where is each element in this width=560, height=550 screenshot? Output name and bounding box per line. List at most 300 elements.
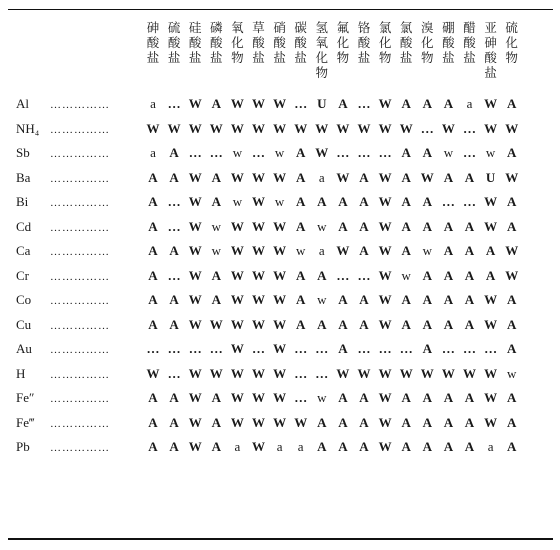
table-cell: …	[420, 120, 434, 136]
table-cell: A	[401, 194, 411, 209]
table-cell: A	[401, 169, 411, 185]
table-cell: A	[169, 145, 179, 160]
table-cell: W	[188, 243, 202, 258]
table-cell: …	[188, 341, 202, 356]
table-cell: A	[169, 439, 179, 454]
table-cell: W	[273, 292, 287, 307]
table-cell: W	[230, 292, 244, 307]
table-cell: W	[484, 292, 498, 307]
table-cell: A	[295, 316, 306, 332]
leader-dots: ……………	[50, 417, 110, 430]
table-cell: W	[378, 390, 392, 405]
column-header-16	[481, 20, 501, 80]
table-cell: …	[336, 145, 350, 160]
table-cell: W	[209, 316, 223, 332]
table-cell: W	[484, 390, 498, 405]
table-cell: A	[422, 218, 432, 234]
table-cell: …	[378, 145, 392, 160]
table-cell: W	[484, 120, 498, 136]
row-label	[16, 217, 136, 237]
table-cell: W	[230, 120, 244, 136]
table-cell: A	[443, 96, 454, 111]
cation-name: Bi	[16, 194, 29, 209]
column-header-char: 氧	[231, 20, 244, 35]
table-cell: W	[273, 218, 287, 234]
table-cell: W	[484, 316, 498, 332]
table-cell: A	[422, 414, 432, 430]
table-cell: W	[230, 390, 244, 405]
column-header-char: 物	[315, 65, 329, 80]
table-cell: A	[401, 390, 411, 405]
table-cell: W	[315, 145, 329, 160]
table-cell: A	[148, 439, 158, 454]
table-cell: W	[273, 365, 287, 381]
column-header-char: 化	[421, 35, 434, 50]
cation-name: Fe″	[16, 390, 35, 405]
table-cell: A	[422, 292, 432, 307]
column-header-5	[249, 20, 269, 65]
column-header-13	[417, 20, 437, 65]
column-header-char: 化	[231, 35, 244, 50]
column-header-char: 硼	[442, 20, 455, 35]
top-rule	[8, 9, 553, 10]
table-cell: A	[506, 316, 517, 332]
table-cell: W	[188, 292, 202, 307]
row-label	[16, 143, 136, 163]
column-header-char: 磷	[210, 20, 223, 35]
table-cell: A	[401, 316, 411, 332]
table-cell: W	[294, 120, 308, 136]
table-cell: …	[315, 365, 329, 381]
table-cell: a	[150, 96, 156, 111]
table-cell: A	[211, 390, 221, 405]
table-cell: a	[487, 439, 494, 454]
cation-name: Co	[16, 292, 32, 307]
table-cell: A	[295, 194, 306, 209]
table-cell: W	[273, 390, 287, 405]
column-header-char: 氢	[315, 20, 329, 35]
column-header-char: 硫	[505, 20, 518, 35]
column-header-char: 化	[505, 35, 518, 50]
table-cell: W	[378, 365, 392, 381]
table-cell: w	[422, 243, 432, 258]
table-cell: W	[188, 96, 202, 111]
table-cell: W	[252, 414, 265, 430]
table-cell: w	[401, 267, 411, 283]
column-header-char: 氟	[336, 20, 350, 35]
column-header-char: 物	[378, 50, 392, 65]
table-cell: W	[378, 243, 392, 258]
table-cell: A	[506, 341, 517, 356]
table-cell: W	[484, 414, 498, 430]
table-cell: A	[317, 316, 327, 332]
table-cell: A	[169, 390, 179, 405]
table-cell: A	[422, 439, 432, 454]
table-cell: W	[294, 414, 308, 430]
table-cell: …	[294, 341, 308, 356]
table-cell: A	[148, 218, 158, 234]
table-cell: W	[230, 365, 244, 381]
table-cell: A	[443, 414, 454, 430]
table-cell: …	[167, 194, 181, 209]
table-cell: …	[294, 365, 308, 381]
table-cell: A	[464, 439, 475, 454]
column-header-char: 酸	[463, 35, 476, 50]
table-cell: …	[167, 267, 181, 283]
column-header-2	[185, 20, 205, 65]
table-cell: W	[484, 194, 498, 209]
table-cell: W	[378, 194, 392, 209]
table-cell: A	[169, 292, 179, 307]
table-cell: W	[230, 316, 244, 332]
table-cell: A	[401, 218, 411, 234]
row-label	[16, 364, 136, 384]
table-cell: A	[443, 390, 454, 405]
table-cell: W	[252, 218, 265, 234]
column-header-4	[227, 20, 247, 65]
table-cell: W	[336, 243, 350, 258]
table-cell: W	[252, 169, 265, 185]
table-cell: A	[338, 390, 348, 405]
table-cell: W	[357, 365, 371, 381]
table-cell: A	[401, 96, 411, 111]
table-cell: W	[209, 365, 223, 381]
cation-name: NH₄	[16, 120, 40, 136]
column-header-char: 物	[336, 50, 350, 65]
column-header-char: 硅	[188, 20, 202, 35]
table-cell: A	[464, 267, 475, 283]
cation-name: Pb	[16, 439, 30, 454]
table-cell: W	[399, 365, 413, 381]
column-header-char: 酸	[442, 35, 455, 50]
table-cell: w	[211, 218, 221, 234]
table-cell: W	[230, 96, 244, 111]
column-header-char: 盐	[294, 50, 307, 65]
bottom-rule	[8, 538, 553, 540]
table-cell: A	[422, 341, 432, 356]
column-header-char: 盐	[188, 50, 202, 65]
table-cell: w	[274, 145, 285, 160]
table-cell: …	[294, 390, 308, 405]
table-cell: A	[485, 243, 496, 258]
leader-dots: ……………	[50, 123, 110, 136]
table-cell: A	[148, 414, 158, 430]
table-cell: A	[169, 243, 179, 258]
table-cell: W	[336, 365, 350, 381]
table-cell: W	[463, 365, 476, 381]
table-cell: W	[378, 96, 392, 111]
table-cell: …	[463, 145, 476, 160]
table-cell: …	[167, 341, 181, 356]
table-cell: A	[443, 316, 454, 332]
table-cell: a	[234, 439, 241, 454]
table-cell: A	[464, 243, 475, 258]
leader-dots: ……………	[50, 197, 110, 209]
column-header-char: 化	[378, 35, 392, 50]
leader-dots: ……………	[50, 246, 110, 258]
table-cell: W	[273, 169, 287, 185]
column-header-char: 酸	[146, 35, 160, 50]
table-cell: A	[359, 439, 369, 454]
table-cell: W	[273, 120, 287, 136]
leader-dots: ……………	[50, 393, 110, 405]
table-cell: A	[443, 439, 454, 454]
table-cell: …	[209, 145, 223, 160]
table-cell: A	[401, 414, 411, 430]
table-cell: A	[211, 194, 221, 209]
table-cell: A	[506, 414, 517, 430]
cation-name: H	[16, 365, 26, 381]
leader-dots: ……………	[50, 172, 110, 185]
cation-name: Cd	[16, 218, 32, 234]
table-cell: A	[422, 194, 432, 209]
table-cell: …	[441, 194, 455, 209]
table-cell: W	[273, 316, 287, 332]
table-cell: A	[359, 292, 369, 307]
column-header-char: 盐	[146, 50, 160, 65]
column-header-char: 化	[315, 50, 329, 65]
column-header-11	[375, 20, 395, 65]
table-cell: W	[441, 120, 455, 136]
table-cell: W	[378, 169, 392, 185]
table-cell: A	[464, 414, 475, 430]
table-cell: W	[273, 96, 287, 111]
row-label	[16, 241, 136, 261]
table-cell: W	[484, 218, 498, 234]
column-header-char: 物	[505, 50, 518, 65]
table-cell: W	[188, 218, 202, 234]
column-header-char: 亚	[484, 20, 497, 35]
table-cell: W	[378, 439, 392, 454]
table-cell: W	[230, 341, 244, 356]
column-header-char: 盐	[442, 50, 455, 65]
row-label	[16, 339, 136, 359]
row-label	[16, 266, 136, 286]
table-cell: …	[209, 341, 223, 356]
table-cell: w	[485, 145, 496, 160]
table-cell: W	[399, 120, 413, 136]
table-cell: …	[378, 341, 392, 356]
table-cell: A	[338, 439, 348, 454]
table-cell: W	[273, 414, 287, 430]
table-cell: …	[167, 365, 181, 381]
table-cell: A	[338, 316, 348, 332]
table-cell: W	[230, 243, 244, 258]
table-cell: W	[484, 96, 498, 111]
column-header-char: 盐	[273, 50, 286, 65]
table-cell: A	[295, 145, 306, 160]
table-cell: …	[336, 267, 350, 283]
table-cell: A	[422, 390, 432, 405]
table-cell: A	[359, 218, 369, 234]
cation-name: Sb	[16, 145, 30, 160]
table-cell: w	[295, 243, 306, 258]
column-header-char: 盐	[399, 50, 413, 65]
cation-name: Cu	[16, 316, 32, 332]
column-header-6	[270, 20, 290, 65]
table-cell: A	[338, 292, 348, 307]
leader-dots: ……………	[50, 442, 110, 454]
table-cell: W	[378, 218, 392, 234]
table-cell: A	[169, 316, 179, 332]
table-cell: W	[252, 120, 265, 136]
table-cell: A	[295, 169, 306, 185]
table-cell: a	[466, 96, 473, 111]
table-cell: …	[463, 194, 476, 209]
column-header-14	[438, 20, 458, 65]
column-header-char: 砷	[146, 20, 160, 35]
table-cell: w	[211, 243, 221, 258]
table-cell: A	[169, 169, 179, 185]
table-cell: …	[252, 341, 265, 356]
column-header-char: 酸	[484, 50, 497, 65]
table-cell: W	[146, 365, 160, 381]
table-cell: A	[401, 292, 411, 307]
table-cell: …	[463, 341, 476, 356]
table-cell: W	[505, 120, 519, 136]
table-cell: w	[317, 292, 327, 307]
row-label	[16, 168, 136, 188]
column-header-17	[502, 20, 522, 65]
table-cell: …	[167, 96, 181, 111]
table-cell: W	[188, 439, 202, 454]
column-header-char: 氧	[315, 35, 329, 50]
table-cell: W	[378, 414, 392, 430]
table-cell: A	[338, 414, 348, 430]
column-header-char: 醋	[463, 20, 476, 35]
column-header-8	[312, 20, 332, 80]
cation-name: Au	[16, 341, 32, 356]
table-cell: W	[230, 414, 244, 430]
table-cell: A	[506, 218, 517, 234]
table-cell: A	[338, 341, 348, 356]
table-cell: W	[252, 365, 265, 381]
table-cell: W	[378, 267, 392, 283]
row-label	[16, 437, 136, 457]
column-header-char: 盐	[357, 50, 371, 65]
table-cell: …	[294, 96, 308, 111]
leader-dots: ……………	[50, 270, 110, 283]
table-cell: W	[188, 316, 202, 332]
row-label	[16, 413, 136, 433]
table-cell: W	[420, 365, 434, 381]
table-cell: A	[359, 169, 369, 185]
table-cell: W	[188, 390, 202, 405]
table-cell: A	[464, 169, 475, 185]
column-header-char: 物	[421, 50, 434, 65]
table-cell: A	[148, 316, 158, 332]
table-cell: A	[359, 414, 369, 430]
table-cell: W	[230, 218, 244, 234]
table-cell: W	[188, 414, 202, 430]
table-cell: A	[422, 316, 432, 332]
column-header-char: 砷	[484, 35, 497, 50]
table-cell: A	[401, 243, 411, 258]
table-cell: A	[506, 439, 517, 454]
table-cell: a	[276, 439, 283, 454]
table-cell: A	[338, 194, 348, 209]
column-header-char: 化	[336, 35, 350, 50]
column-header-char: 盐	[463, 50, 476, 65]
leader-dots: ……………	[50, 221, 110, 234]
column-header-char: 酸	[399, 35, 413, 50]
table-cell: A	[464, 218, 475, 234]
table-cell: W	[441, 365, 455, 381]
table-cell: A	[148, 169, 158, 185]
table-cell: W	[252, 194, 265, 209]
table-cell: …	[167, 218, 181, 234]
leader-dots: ……………	[50, 368, 110, 381]
table-cell: W	[420, 169, 434, 185]
table-cell: W	[188, 120, 202, 136]
table-cell: A	[443, 218, 454, 234]
table-cell: A	[422, 267, 432, 283]
table-cell: A	[148, 390, 158, 405]
table-cell: a	[318, 169, 325, 185]
table-cell: A	[317, 439, 327, 454]
table-cell: A	[359, 194, 369, 209]
table-cell: W	[505, 267, 519, 283]
table-cell: W	[209, 120, 223, 136]
table-cell: A	[317, 267, 327, 283]
cation-name: Al	[16, 96, 29, 111]
column-header-char: 硫	[167, 20, 181, 35]
table-cell: A	[359, 243, 369, 258]
column-header-12	[396, 20, 416, 65]
column-header-10	[354, 20, 374, 65]
table-cell: A	[422, 145, 432, 160]
table-cell: w	[232, 145, 243, 160]
column-header-char: 碳	[294, 20, 307, 35]
table-cell: W	[252, 243, 265, 258]
column-header-char: 酸	[167, 35, 181, 50]
table-cell: A	[317, 414, 327, 430]
column-header-char: 氯	[399, 20, 413, 35]
table-cell: A	[506, 96, 517, 111]
table-cell: A	[359, 316, 369, 332]
table-cell: A	[506, 390, 517, 405]
table-cell: W	[378, 316, 392, 332]
table-cell: W	[252, 390, 265, 405]
column-header-char: 溴	[421, 20, 434, 35]
table-cell: W	[357, 120, 371, 136]
table-cell: …	[357, 96, 371, 111]
column-header-char: 硝	[273, 20, 286, 35]
table-cell: A	[317, 194, 327, 209]
table-cell: w	[232, 194, 243, 209]
table-cell: w	[317, 218, 327, 234]
table-cell: A	[148, 267, 158, 283]
table-cell: …	[357, 267, 371, 283]
table-cell: W	[146, 120, 160, 136]
table-cell: A	[211, 292, 221, 307]
column-header-char: 氯	[378, 20, 392, 35]
row-label	[16, 119, 136, 139]
table-cell: W	[167, 120, 181, 136]
table-cell: w	[317, 390, 327, 405]
column-header-1	[164, 20, 184, 65]
table-cell: A	[169, 414, 179, 430]
table-cell: A	[211, 169, 221, 185]
leader-dots: ……………	[50, 148, 110, 160]
table-cell: …	[484, 341, 498, 356]
table-cell: W	[252, 96, 265, 111]
table-cell: a	[297, 439, 304, 454]
table-cell: W	[273, 267, 287, 283]
table-cell: W	[378, 120, 392, 136]
row-label	[16, 290, 136, 310]
table-cell: A	[443, 267, 454, 283]
